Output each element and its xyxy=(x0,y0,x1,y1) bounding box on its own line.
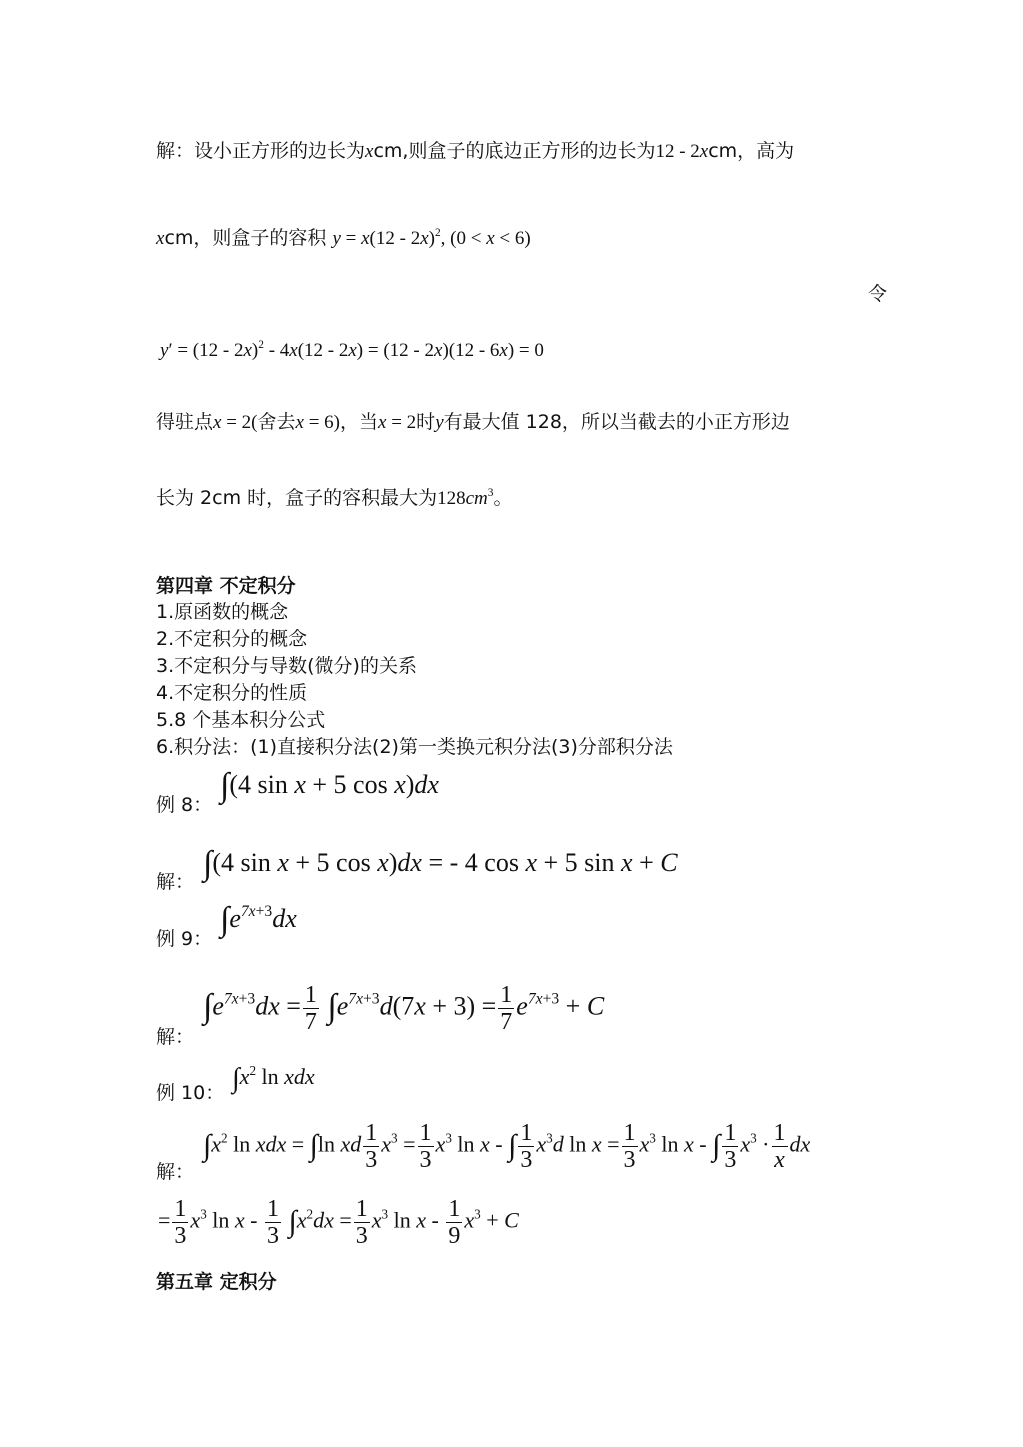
math-side-length: 12 - 2x xyxy=(655,141,709,162)
math-x-eq-2: x = 2 xyxy=(378,412,417,433)
list-item: 4.不定积分的性质 xyxy=(156,682,308,704)
list-item: 6.积分法：(1)直接积分法(2)第一类换元积分法(3)分部积分法 xyxy=(156,736,673,758)
math-y: y xyxy=(435,412,444,433)
volume-formula: y = x(12 - 2x)$^2$, (0 < x < 6) xyxy=(332,227,531,249)
example-10-solution-line-2: = $\frac{1}{3}$ $x^3$ ln x - $\frac{1}{3}$ $\int x^2dx$ = $\frac{1}{3}$ $x^3$ ln x - $\frac{1}{9}$ $x^3 + C$ xyxy=(158,1196,519,1249)
text: 解：设小正方形的边长为 xyxy=(156,140,366,162)
text: 有最大值 128，所以当截去的小正方形边 xyxy=(443,411,790,433)
example-10-label: 例 10： xyxy=(156,1082,225,1104)
example-9-solution-label: 解： xyxy=(156,1026,195,1048)
text: ，当 xyxy=(340,411,379,433)
ling-text: 令 xyxy=(868,283,888,305)
example-10-solution-line-1: $\int x^2$ ln xdx = ∫ln xd $\frac{1}{3}$ $x^3$ = $\frac{1}{3}$ $x^3$ ln x - ∫ $\frac{1}{3}$ $x^3d$ ln x = $\frac{1}{3}$ $x^3$ ln x - ∫ $\frac{1}{3}$ $x^3$ · $\frac{1}{x}$ dx xyxy=(203,1120,811,1173)
list-item: 3.不定积分与导数(微分)的关系 xyxy=(156,655,417,677)
chapter4-title: 第四章 不定积分 xyxy=(156,575,296,597)
solution-line-1 xyxy=(156,139,794,164)
text: 时 xyxy=(416,411,436,433)
example-8-solution-label: 解： xyxy=(156,871,195,893)
example-8-label: 例 8： xyxy=(156,794,213,816)
stationary-point: x = 2(舍去x = 6) xyxy=(213,411,340,433)
math-x: x xyxy=(156,228,165,249)
text: 长为 2cm 时，盒子的容积最大为 xyxy=(156,487,438,509)
solution-line-5 xyxy=(156,486,513,511)
example-9-solution: $\int e^{7x+3}dx$ = $\frac{1}{7}$ $\int e^{7x+3}d(7x + 3)$ = $\frac{1}{7}$ $e^{7x+3} + C$ xyxy=(203,982,605,1035)
example-10-problem: $\int x^2$ ln xdx xyxy=(232,1062,315,1094)
text: 得驻点 xyxy=(156,411,214,433)
text: cm，高为 xyxy=(708,140,795,162)
derivative-equation: y′ = (12 - 2x)$^2$ - 4x(12 - 2x) = (12 - 2x)(12 - 6x) = 0 xyxy=(160,339,544,361)
example-8-problem: ∫(4 sin x + 5 cos x)dx xyxy=(220,767,439,804)
solution-line-4 xyxy=(156,410,790,435)
example-9-label: 例 9： xyxy=(156,928,213,950)
text: cm,则盒子的底边正方形的边长为 xyxy=(373,140,656,162)
text: 。 xyxy=(493,487,513,509)
text: cm，则盒子的容积 xyxy=(164,227,327,249)
list-item: 2.不定积分的概念 xyxy=(156,628,308,650)
example-10-solution-label: 解： xyxy=(156,1161,195,1183)
math-x: x xyxy=(365,141,374,162)
list-item: 1.原函数的概念 xyxy=(156,601,289,623)
chapter5-title: 第五章 定积分 xyxy=(156,1271,277,1293)
example-8-solution: ∫(4 sin x + 5 cos x)dx = - 4 cos x + 5 sin x + C xyxy=(203,845,678,882)
example-9-problem: $\int e^{7x+3}dx$ xyxy=(220,901,297,938)
list-item: 5.8 个基本积分公式 xyxy=(156,709,326,731)
max-volume: $128cm^3$ xyxy=(437,487,494,509)
solution-line-2 xyxy=(156,226,531,251)
